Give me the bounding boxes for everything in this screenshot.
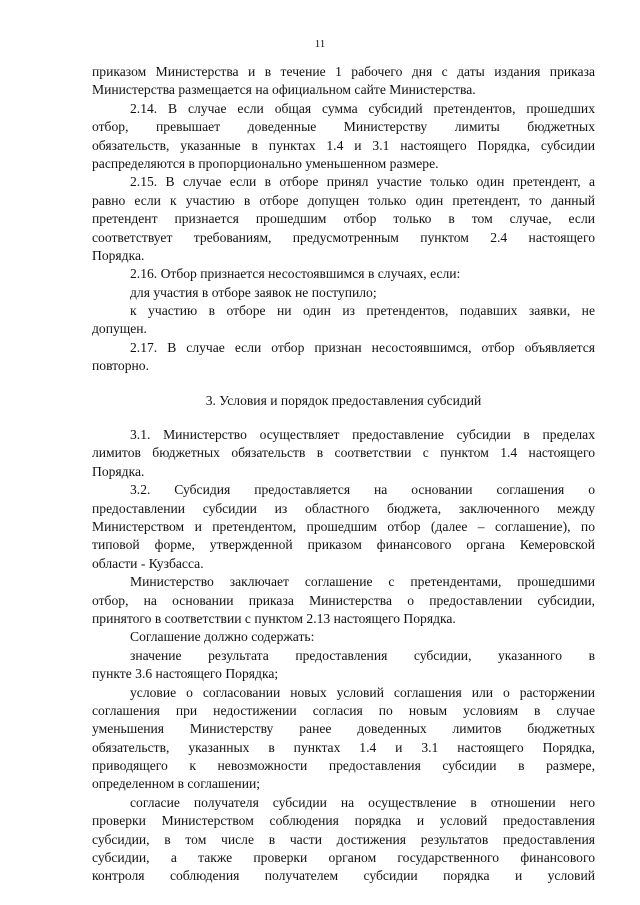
text-line: 2.15. В случае если в отборе принял участие только один претендент, а — [130, 174, 595, 190]
text-line: отбор, превышает доведенные Министерству лимиты бюджетных — [92, 119, 595, 135]
text-line: Министерство заключает соглашение с претендентами, прошедшими — [130, 574, 595, 590]
section-heading: 3. Условия и порядок предоставления субсидий — [205, 392, 482, 408]
text-line: равно если к участию в отборе допущен только один претендент, то данный — [92, 192, 595, 208]
text-line: области - Кузбасса. — [92, 555, 204, 571]
text-line: претендент признается прошедшим отбор только в том случае, если — [92, 211, 595, 227]
text-line: проверки Министерством соблюдения порядка и условий предоставления — [92, 813, 595, 829]
text-line: субсидии, а также проверки органом государственного финансового — [92, 850, 595, 866]
text-line: условие о согласовании новых условий соглашения или о расторжении — [130, 684, 595, 700]
text-line: Порядка. — [92, 247, 145, 263]
text-line: отбор, на основании приказа Министерства о предоставлении субсидии, — [92, 592, 595, 608]
text-line: обязательств, указанных в пунктах 1.4 и 3.1 настоящего Порядка, — [92, 739, 595, 755]
text-line: обязательств, указанные в пунктах 1.4 и 3.1 настоящего Порядка, субсидии — [92, 137, 595, 153]
text-line: пункте 3.6 настоящего Порядка; — [92, 666, 279, 682]
text-line: принятого в соответствии с пунктом 2.13 настоящего Порядка. — [92, 610, 456, 626]
text-line: соглашения при недостижении согласия по новым условиям в случае — [92, 702, 595, 718]
text-line: Соглашение должно содержать: — [130, 629, 315, 645]
text-line: для участия в отборе заявок не поступило; — [130, 284, 377, 300]
text-line: соответствует требованиям, предусмотренным пунктом 2.4 настоящего — [92, 229, 595, 245]
text-line: типовой форме, утвержденной приказом финансового органа Кемеровской — [92, 537, 595, 553]
spacer — [92, 376, 595, 392]
text-line: 2.17. В случае если отбор признан несостоявшимся, отбор объявляется — [130, 339, 595, 355]
text-line: значение результата предоставления субсидии, указанного в — [130, 647, 595, 663]
text-line: распределяются в пропорционально уменьшенном размере. — [92, 155, 439, 171]
text-line: к участию в отборе ни один из претендентов, подавших заявки, не — [130, 303, 595, 319]
text-line: контроля соблюдения получателем субсидии порядка и условий — [92, 868, 595, 884]
text-line: субсидии, в том числе в части достижения результатов предоставления — [92, 831, 595, 847]
text-line: 2.16. Отбор признается несостоявшимся в случаях, если: — [130, 266, 461, 282]
page-number: 11 — [314, 38, 326, 50]
text-line: повторно. — [92, 358, 149, 374]
spacer — [92, 410, 595, 426]
text-line: предоставлении субсидии из областного бюджета, заключенного между — [92, 500, 595, 516]
text-line: Министерства размещается на официальном сайте Министерства. — [92, 82, 476, 98]
text-line: допущен. — [92, 321, 147, 337]
document-body — [92, 63, 595, 886]
text-line: Порядка. — [92, 463, 145, 479]
text-line: уменьшения Министерству ранее доведенных лимитов бюджетных — [92, 721, 595, 737]
text-line: Министерством и претендентом, прошедшим отбор (далее – соглашение), по — [92, 518, 595, 534]
text-line: 2.14. В случае если общая сумма субсидий претендентов, прошедших — [130, 100, 595, 116]
text-line: приказом Министерства и в течение 1 рабочего дня с даты издания приказа — [92, 64, 595, 79]
text-line: определенном в соглашении; — [92, 776, 261, 792]
text-line: приводящего к невозможности предоставления субсидии в размере, — [92, 758, 595, 774]
text-line: лимитов бюджетных обязательств в соответствии с пунктом 1.4 настоящего — [92, 445, 595, 461]
text-line: согласие получателя субсидии на осуществление в отношении него — [130, 794, 595, 810]
text-line: 3.2. Субсидия предоставляется на основании соглашения о — [130, 482, 595, 498]
text-line: 3.1. Министерство осуществляет предоставление субсидии в пределах — [130, 427, 595, 443]
